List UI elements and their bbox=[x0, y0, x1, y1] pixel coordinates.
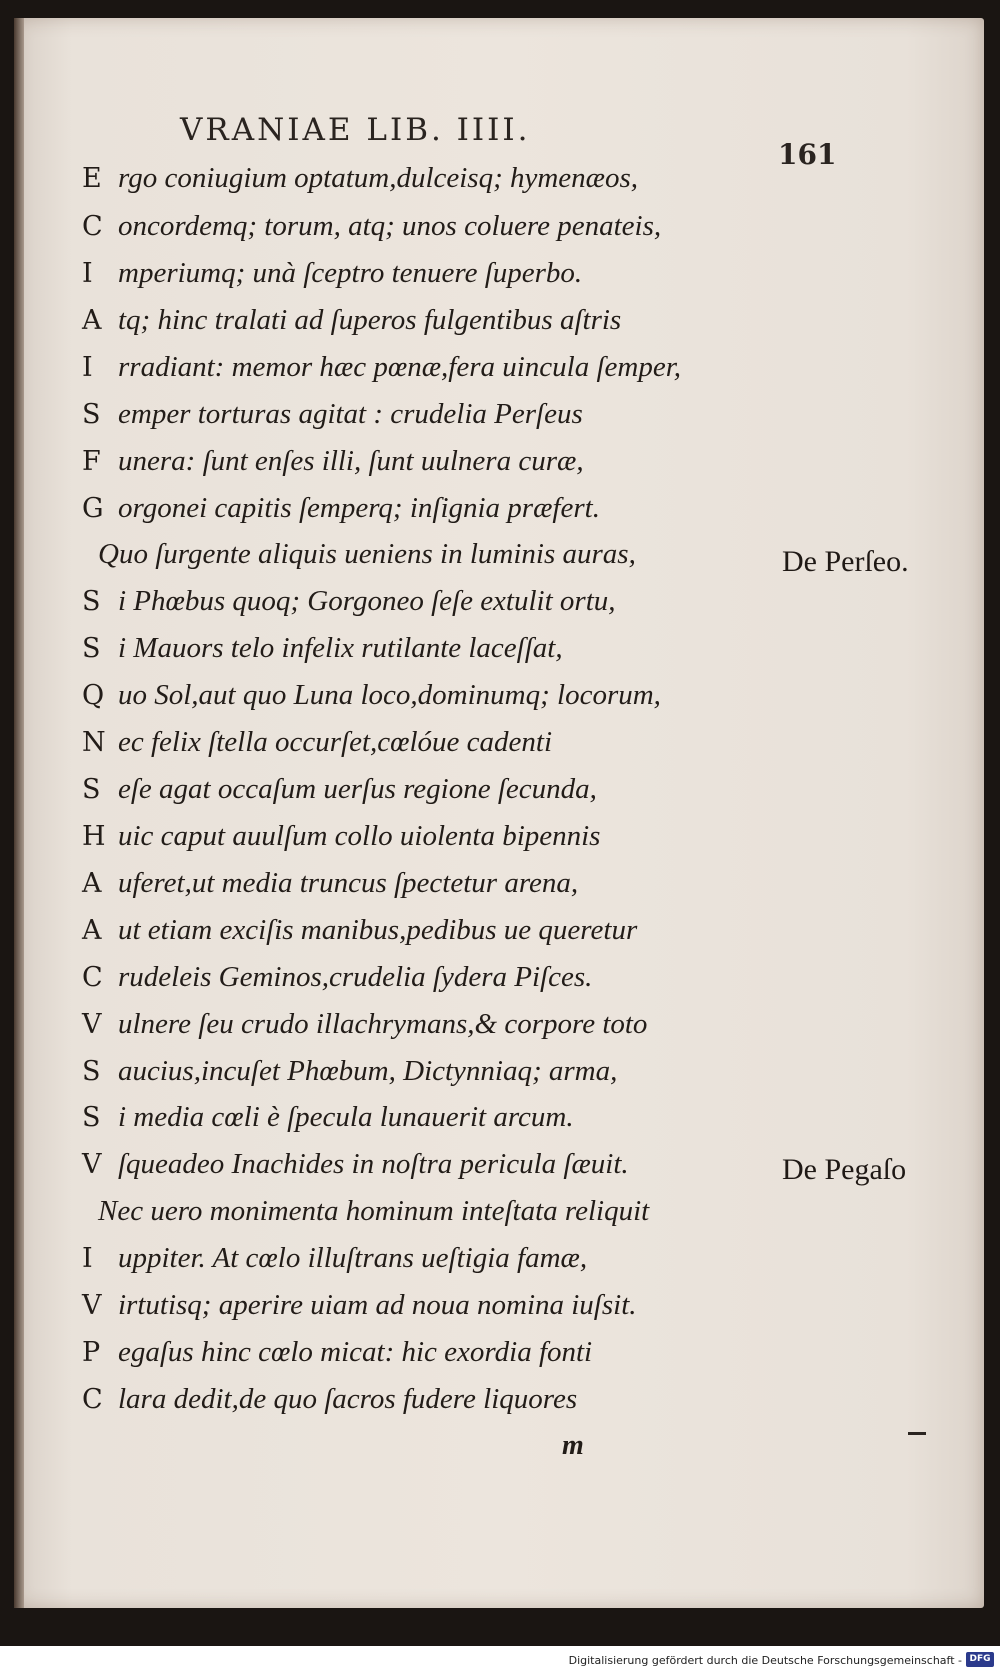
verse-line: E rgo coniugium optatum,dulceisq; hymenæos, bbox=[82, 162, 639, 194]
verse-line: S i media cœli è ſpecula lunauerit arcum. bbox=[82, 1101, 574, 1133]
verse-line: S i Mauors telo infelix rutilante laceſſat, bbox=[82, 632, 563, 664]
verse-line: V irtutisq; aperire uiam ad noua nomina iuſsit. bbox=[82, 1289, 637, 1321]
funding-credit: Digitalisierung gefördert durch die Deutsche Forschungsgemeinschaft - bbox=[568, 1654, 962, 1667]
verse-line: A uferet,ut media truncus ſpectetur arena, bbox=[82, 867, 579, 899]
margin-dash bbox=[908, 1432, 926, 1435]
verse-line: I mperiumq; unà ſceptro tenuere ſuperbo. bbox=[82, 257, 583, 289]
verse-line: Nec uero monimenta hominum inteſtata reliquit bbox=[98, 1195, 650, 1227]
marginal-note: De Pegaſo bbox=[782, 1153, 907, 1186]
verse-line: Quo ſurgente aliquis ueniens in luminis auras, bbox=[98, 538, 636, 570]
verse-line: F unera: ſunt enſes illi, ſunt uulnera curæ, bbox=[82, 445, 584, 477]
verse-line: C lara dedit,de quo ſacros fudere liquores bbox=[82, 1383, 578, 1415]
verse-line: Q uo Sol,aut quo Luna loco,dominumq; locorum, bbox=[82, 679, 661, 711]
verse-line: N ec felix ſtella occurſet,cœlóue cadenti bbox=[82, 726, 553, 758]
signature-mark: m bbox=[562, 1430, 584, 1461]
dfg-logo-icon: DFG bbox=[966, 1652, 994, 1667]
verse-line: V ulnere ſeu crudo illachrymans,& corpore toto bbox=[82, 1008, 648, 1040]
verse-line: C rudeleis Geminos,crudelia ſydera Piſces. bbox=[82, 961, 593, 993]
verse-line: I rradiant: memor hæc pœnæ,fera uincula ſemper, bbox=[82, 351, 682, 383]
footer-bar bbox=[0, 1646, 1000, 1676]
marginal-note: De Perſeo. bbox=[782, 545, 909, 578]
verse-line: G orgonei capitis ſemperq; inſignia præfert. bbox=[82, 492, 600, 524]
verse-line: S i Phœbus quoq; Gorgoneo ſeſe extulit ortu, bbox=[82, 585, 616, 617]
verse-line: V ſqueadeo Inachides in noſtra pericula ſæuit. bbox=[82, 1148, 629, 1180]
verse-line: S emper torturas agitat : crudelia Perſeus bbox=[82, 398, 583, 430]
verse-line: C oncordemq; torum, atq; unos coluere penateis, bbox=[82, 210, 662, 242]
verse-line: A tq; hinc tralati ad ſuperos fulgentibus aſtris bbox=[82, 304, 622, 336]
verse-line: H uic caput auulſum collo uiolenta bipennis bbox=[82, 820, 601, 852]
verse-line: I uppiter. At cœlo illuſtrans ueſtigia famæ, bbox=[82, 1242, 588, 1274]
page-gutter bbox=[14, 18, 24, 1608]
verse-line: S aucius,incuſet Phœbum, Dictynniaq; arma, bbox=[82, 1055, 618, 1087]
verse-line: P egaſus hinc cœlo micat: hic exordia fonti bbox=[82, 1336, 593, 1368]
verse-line: S eſe agat occaſum uerſus regione ſecunda, bbox=[82, 773, 597, 805]
folio-number: 161 bbox=[778, 138, 837, 171]
running-head: VRANIAE LIB. IIII. bbox=[180, 112, 531, 148]
verse-line: A ut etiam exciſis manibus,pedibus ue queretur bbox=[82, 914, 638, 946]
